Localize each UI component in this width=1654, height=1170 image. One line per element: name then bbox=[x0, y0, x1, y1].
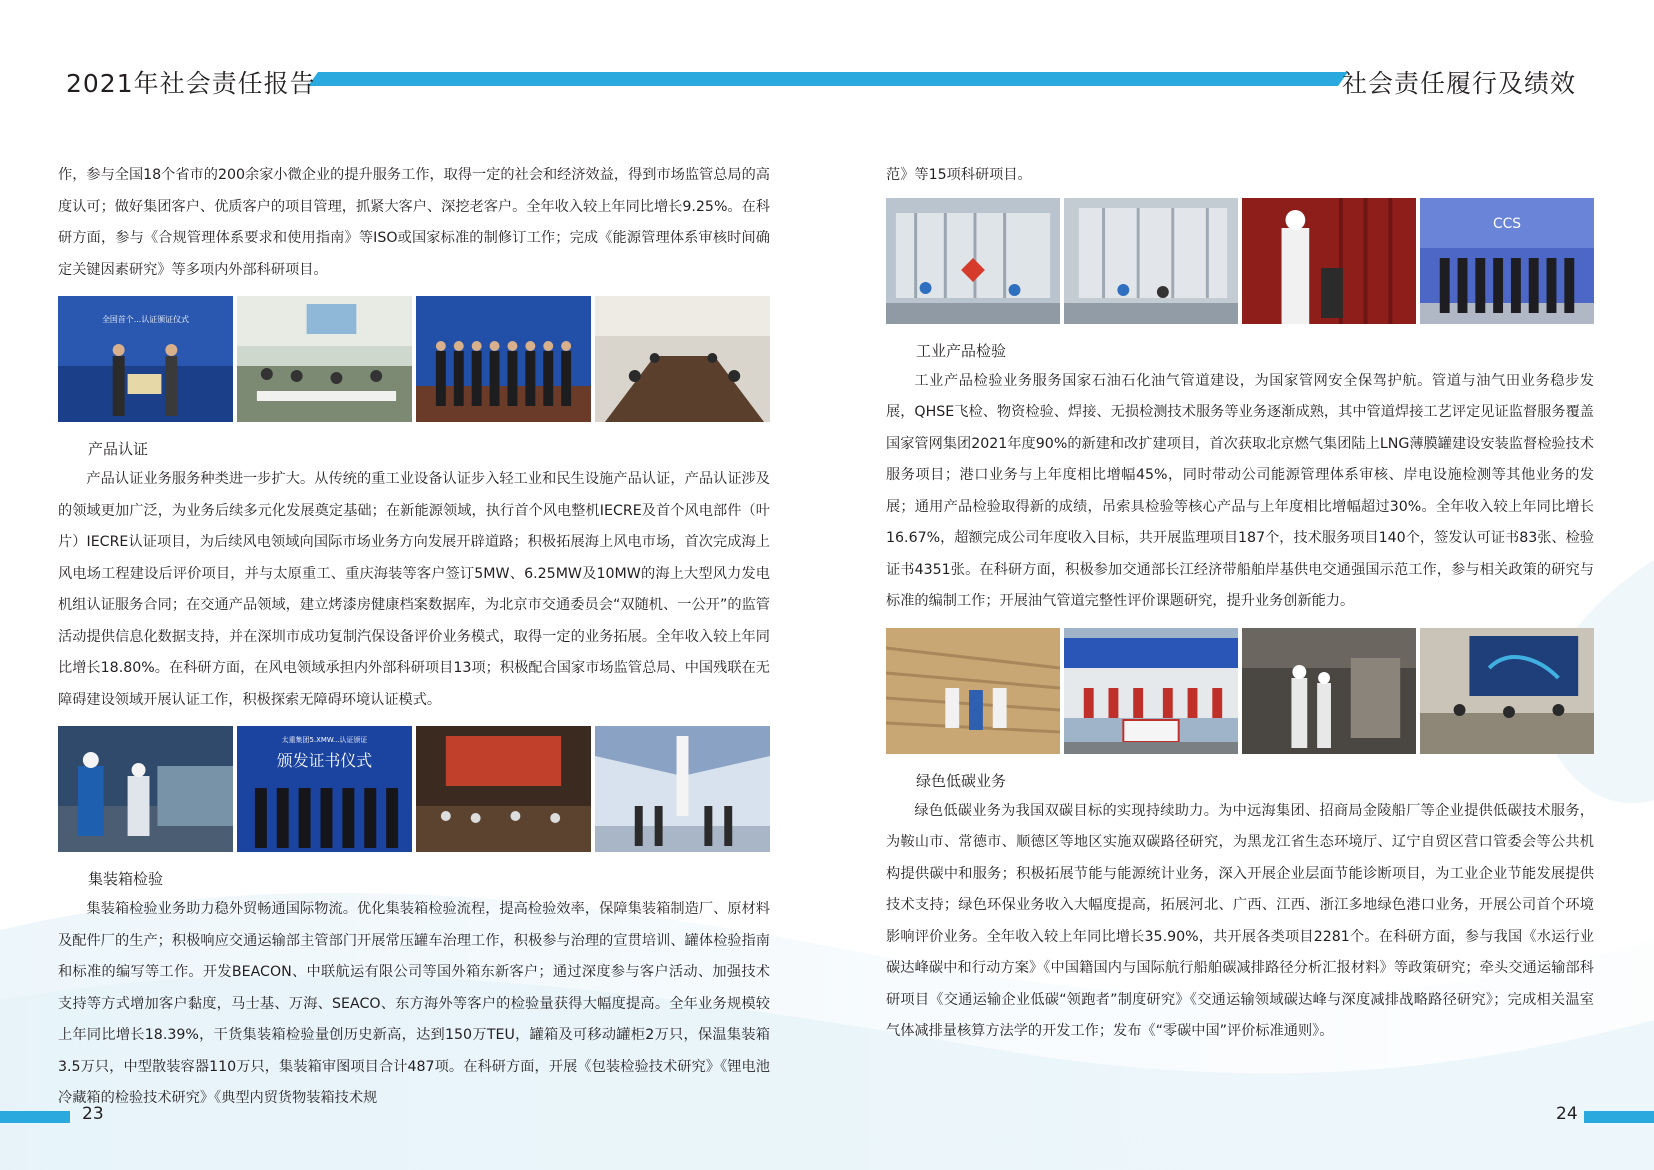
photo-row-container-inspection bbox=[886, 198, 1594, 324]
left-page-column bbox=[58, 160, 770, 1115]
photo-inspector-red-container bbox=[1242, 198, 1416, 324]
photo-conference-table bbox=[595, 296, 770, 422]
right-page-column bbox=[886, 160, 1594, 1048]
photo-exhibition-group bbox=[1420, 198, 1594, 324]
section-title: 社会责任履行及绩效 bbox=[1341, 69, 1576, 98]
photo-monitoring-center bbox=[1420, 628, 1594, 754]
heading-product-certification: 产品认证 bbox=[88, 440, 149, 458]
photo-factory-inspection bbox=[58, 726, 233, 852]
header-accent-bar bbox=[308, 72, 1348, 86]
green-low-carbon-paragraph: 绿色低碳业务为我国双碳目标的实现持续助力。为中远海集团、招商局金陵船厂等企业提供低碳技术服务，为鞍山市、常德市、顺德区等地区实施双碳路径研究，为黑龙江省生态环境厅、辽宁自贸区营口管委会等公共机构提供碳中和服务；积极拓展节能与能源统计业务，深入开展企业层面节能诊断项目，为工业企业节能发展提供技术支持；绿色环保业务收入大幅度提高，拓展河北、广西、江西、浙江多地绿色港口业务，开展公司首个环境影响评价业务。全年收入较上年同比增长35.90%，共开展各类项目2281个。在科研方面，参与我国《水运行业碳达峰碳中和行动方案》《中国籍国内与国际航行船舶碳减排路径分析汇报材料》等政策研究；牵头交通运输部科研项目《交通运输企业低碳“领跑者”制度研究》《交通运输领域碳达峰与深度减排战略路径研究》；完成相关温室气体减排量核算方法学的开发工作；发布《“零碳中国”评价标准通则》。 bbox=[886, 802, 1594, 1039]
photo-tank-container-a bbox=[886, 198, 1060, 324]
photo-steel-workshop bbox=[1242, 628, 1416, 754]
photo-row-ceremonies bbox=[58, 296, 770, 422]
container-inspection-paragraph: 集装箱检验业务助力稳外贸畅通国际物流。优化集装箱检验流程，提高检验效率，保障集装箱制造厂、原材料及配件厂的生产；积极响应交通运输部主管部门开展常压罐车治理工作，积极参与治理的宣贯培训、罐体检验指南和标准的编写等工作。开发BEACON、中联航运有限公司等国外箱东新客户；通过深度参与客户活动、加强技术支持等方式增加客户黏度，马士基、万海、SEACO、东方海外等客户的检验量获得大幅度提高。全年业务规模较上年同比增长18.39%，干货集装箱检验量创历史新高，达到150万TEU，罐箱及可移动罐柜2万只，保温集装箱3.5万只，中型散装容器110万只，集装箱审图项目合计487项。在科研方面，开展《包装检验技术研究》《锂电池冷藏箱的检验技术研究》《典型内贸货物装箱技术规 bbox=[58, 901, 770, 1106]
photo-pipeline-trench bbox=[886, 628, 1060, 754]
photo-banner-text: 全国首个...认证颁证仪式 bbox=[101, 314, 190, 325]
photo-group-stage bbox=[416, 296, 591, 422]
page-number-left: 23 bbox=[82, 1104, 104, 1124]
photo-banner-main-text: 颁发证书仪式 bbox=[276, 750, 373, 771]
photo-certificate-ceremony bbox=[58, 296, 233, 422]
left-intro-paragraph: 作，参与全国18个省市的200余家小微企业的提升服务工作，取得一定的社会和经济效益，得到市场监管总局的高度认可；做好集团客户、优质客户的项目管理，抓紧大客户、深挖老客户。全年收入较上年同比增长9.25%。在科研方面，参与《合规管理体系要求和使用指南》等ISO或国家标准的制修订工作；完成《能源管理体系审核时间确定关键因素研究》等多项内外部科研项目。 bbox=[58, 167, 770, 278]
photo-meeting-room bbox=[237, 296, 412, 422]
page-number-right: 24 bbox=[1556, 1104, 1578, 1124]
footer-bar-left bbox=[0, 1111, 70, 1123]
heading-green-low-carbon: 绿色低碳业务 bbox=[916, 771, 1007, 790]
photo-certificate-award-ceremony bbox=[237, 726, 412, 852]
industrial-inspection-paragraph: 工业产品检验业务服务国家石油石化油气管道建设，为国家管网安全保驾护航。管道与油气田业务稳步发展，QHSE飞检、物资检验、焊接、无损检测技术服务等业务逐渐成熟，其中管道焊接工艺评定见证监督服务覆盖国家管网集团2021年度90%的新建和改扩建项目，首次获取北京燃气集团陆上LNG薄膜罐建设安装监督检验技术服务项目；港口业务与上年度相比增幅45%，同时带动公司能源管理体系审核、岸电设施检测等其他业务的发展；通用产品检验取得新的成绩，吊索具检验等核心产品与上年度相比增幅超过30%。全年收入较上年同比增长16.67%，超额完成公司年度收入目标，共开展监理项目187个，技术服务项目140个，签发认可证书83张、检验证书4351张。在科研方面，积极参加交通部长江经济带船舶岸基供电交通强国示范工作，参与相关政策的研究与标准的编制工作；开展油气管道完整性评价课题研究，提升业务创新能力。 bbox=[886, 372, 1594, 609]
photo-banquet-hall bbox=[416, 726, 591, 852]
photo-row-product-certification bbox=[58, 726, 770, 852]
heading-container-inspection: 集装箱检验 bbox=[88, 870, 164, 888]
footer-bar-right bbox=[1584, 1111, 1654, 1123]
photo-exhibition-hall bbox=[595, 726, 770, 852]
product-certification-paragraph: 产品认证业务服务种类进一步扩大。从传统的重工业设备认证步入轻工业和民生设施产品认证，产品认证涉及的领域更加广泛，为业务后续多元化发展奠定基础；在新能源领域，执行首个风电整机IECRE及首个风电部件（叶片）IECRE认证项目，为后续风电领域向国际市场业务方向发展开辟道路；积极拓展海上风电市场，首次完成海上风电场工程建设后评价项目，并与太原重工、重庆海装等客户签订5MW、6.25MW及10MW的海上大型风力发电机组认证服务合同；在交通产品领域，建立烤漆房健康档案数据库，为北京市交通委员会“双随机、一公开”的监管活动提供信息化数据支持，并在深圳市成功复制汽保设备评价业务模式，取得一定的业务拓展。全年收入较上年同比增长18.80%。在科研方面，在风电领域承担内外部科研项目13项；积极配合国家市场监管总局、中国残联在无障碍建设领域开展认证工作，积极探索无障碍环境认证模式。 bbox=[58, 471, 770, 708]
photo-tank-container-b bbox=[1064, 198, 1238, 324]
photo-logo-text: CCS bbox=[1492, 215, 1522, 232]
photo-outdoor-tent-inspection bbox=[1064, 628, 1238, 754]
photo-banner-subtext: 太重集团5.XMW...认证颁证 bbox=[281, 735, 368, 745]
photo-row-industrial-inspection bbox=[886, 628, 1594, 754]
right-intro-paragraph: 范》等15项科研项目。 bbox=[886, 167, 1032, 183]
report-title: 2021年社会责任报告 bbox=[66, 69, 316, 98]
heading-industrial-product-inspection: 工业产品检验 bbox=[916, 341, 1007, 360]
